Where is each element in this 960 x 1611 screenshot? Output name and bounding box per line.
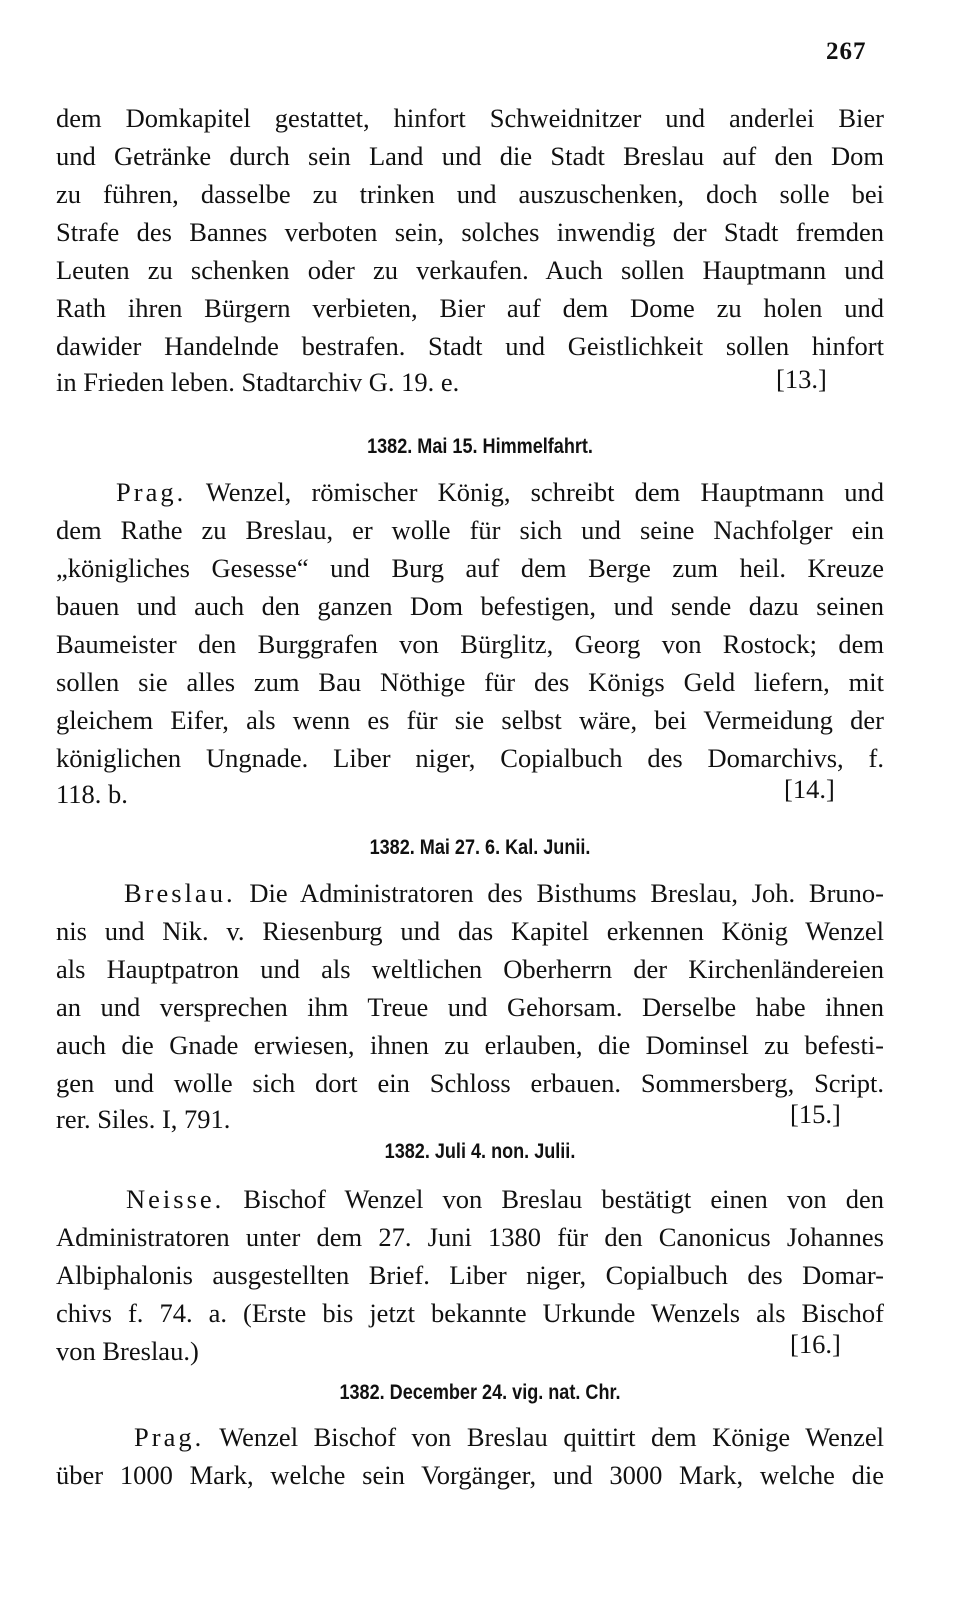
text-line — [126, 1180, 884, 1218]
page-number: 267 — [826, 38, 867, 65]
text-line: Administratoren unter dem 27. Juni 1380 für den Canonicus Johannes — [56, 1222, 884, 1252]
text-line: „königliches Gesesse“ und Burg auf dem Berge zum heil. Kreuze — [56, 553, 884, 583]
text-line: dem Domkapitel gestattet, hinfort Schweidnitzer und anderlei Bier — [56, 103, 884, 133]
entry-reference: [13.] — [776, 364, 827, 394]
text-line: rer. Siles. I, 791. — [56, 1104, 231, 1134]
text-line: 118. b. — [56, 779, 128, 809]
text-line: auch die Gnade erwiesen, ihnen zu erlauben, die Dominsel zu befesti- — [56, 1030, 884, 1060]
text-line: und Getränke durch sein Land und die Stadt Breslau auf den Dom — [56, 141, 884, 171]
text-line: als Hauptpatron und als weltlichen Oberherrn der Kirchenländereien — [56, 954, 884, 984]
text-line: Leuten zu schenken oder zu verkaufen. Auch sollen Hauptmann und — [56, 255, 884, 285]
text-line: dem Rathe zu Breslau, er wolle für sich und seine Nachfolger ein — [56, 515, 884, 545]
text-line: über 1000 Mark, welche sein Vorgänger, und 3000 Mark, welche die — [56, 1460, 884, 1490]
text-line: in Frieden leben. Stadtarchiv G. 19. e. — [56, 367, 460, 397]
place-name: Prag. — [134, 1422, 205, 1452]
text-line: Rath ihren Bürgern verbieten, Bier auf dem Dome zu holen und — [56, 293, 884, 323]
text-line: gleichem Eifer, als wenn es für sie selbst wäre, bei Vermeidung der — [56, 705, 884, 735]
text-span: Wenzel, römischer König, schreibt dem Hauptmann und — [205, 477, 884, 507]
text-line: chivs f. 74. a. (Erste bis jetzt bekannte Urkunde Wenzels als Bischof — [56, 1298, 884, 1328]
entry-heading: 1382. Juli 4. non. Julii. — [384, 1140, 576, 1163]
text-line: bauen und auch den ganzen Dom befestigen, und sende dazu seinen — [56, 591, 884, 621]
text-line: sollen sie alles zum Bau Nöthige für des Königs Geld liefern, mit — [56, 667, 884, 697]
text-line: Albiphalonis ausgestellten Brief. Liber niger, Copialbuch des Domar- — [56, 1260, 884, 1290]
entry-heading: 1382. Mai 27. 6. Kal. Junii. — [369, 836, 591, 859]
text-line: von Breslau.) — [56, 1336, 199, 1366]
entry-reference: [16.] — [790, 1329, 841, 1359]
text-line: dawider Handelnde bestrafen. Stadt und Geistlichkeit sollen hinfort — [56, 331, 884, 361]
place-name: Breslau. — [124, 878, 236, 908]
text-line: königlichen Ungnade. Liber niger, Copialbuch des Domarchivs, f. — [56, 743, 884, 773]
entry-reference: [14.] — [784, 774, 835, 804]
entry-reference: [15.] — [790, 1099, 841, 1129]
text-line: Baumeister den Burggrafen von Bürglitz, Georg von Rostock; dem — [56, 629, 884, 659]
text-span: Die Administratoren des Bisthums Breslau, Joh. Bruno- — [249, 878, 885, 908]
text-line: nis und Nik. v. Riesenburg und das Kapitel erkennen König Wenzel — [56, 916, 884, 946]
place-name: Prag. — [116, 477, 187, 507]
text-line — [134, 1418, 884, 1456]
text-span: Bischof Wenzel von Breslau bestätigt einen von den — [243, 1184, 884, 1214]
entry-heading: 1382. December 24. vig. nat. Chr. — [339, 1381, 621, 1404]
text-line: an und versprechen ihm Treue und Gehorsam. Derselbe habe ihnen — [56, 992, 884, 1022]
entry-heading: 1382. Mai 15. Himmelfahrt. — [367, 435, 593, 458]
text-line: Strafe des Bannes verboten sein, solches inwendig der Stadt fremden — [56, 217, 884, 247]
text-line — [124, 874, 884, 912]
place-name: Neisse. — [126, 1184, 225, 1214]
text-line: gen und wolle sich dort ein Schloss erbauen. Sommersberg, Script. — [56, 1068, 884, 1098]
text-line — [116, 473, 884, 511]
text-line: zu führen, dasselbe zu trinken und auszuschenken, doch solle bei — [56, 179, 884, 209]
text-span: Wenzel Bischof von Breslau quittirt dem Könige Wenzel — [219, 1422, 884, 1452]
